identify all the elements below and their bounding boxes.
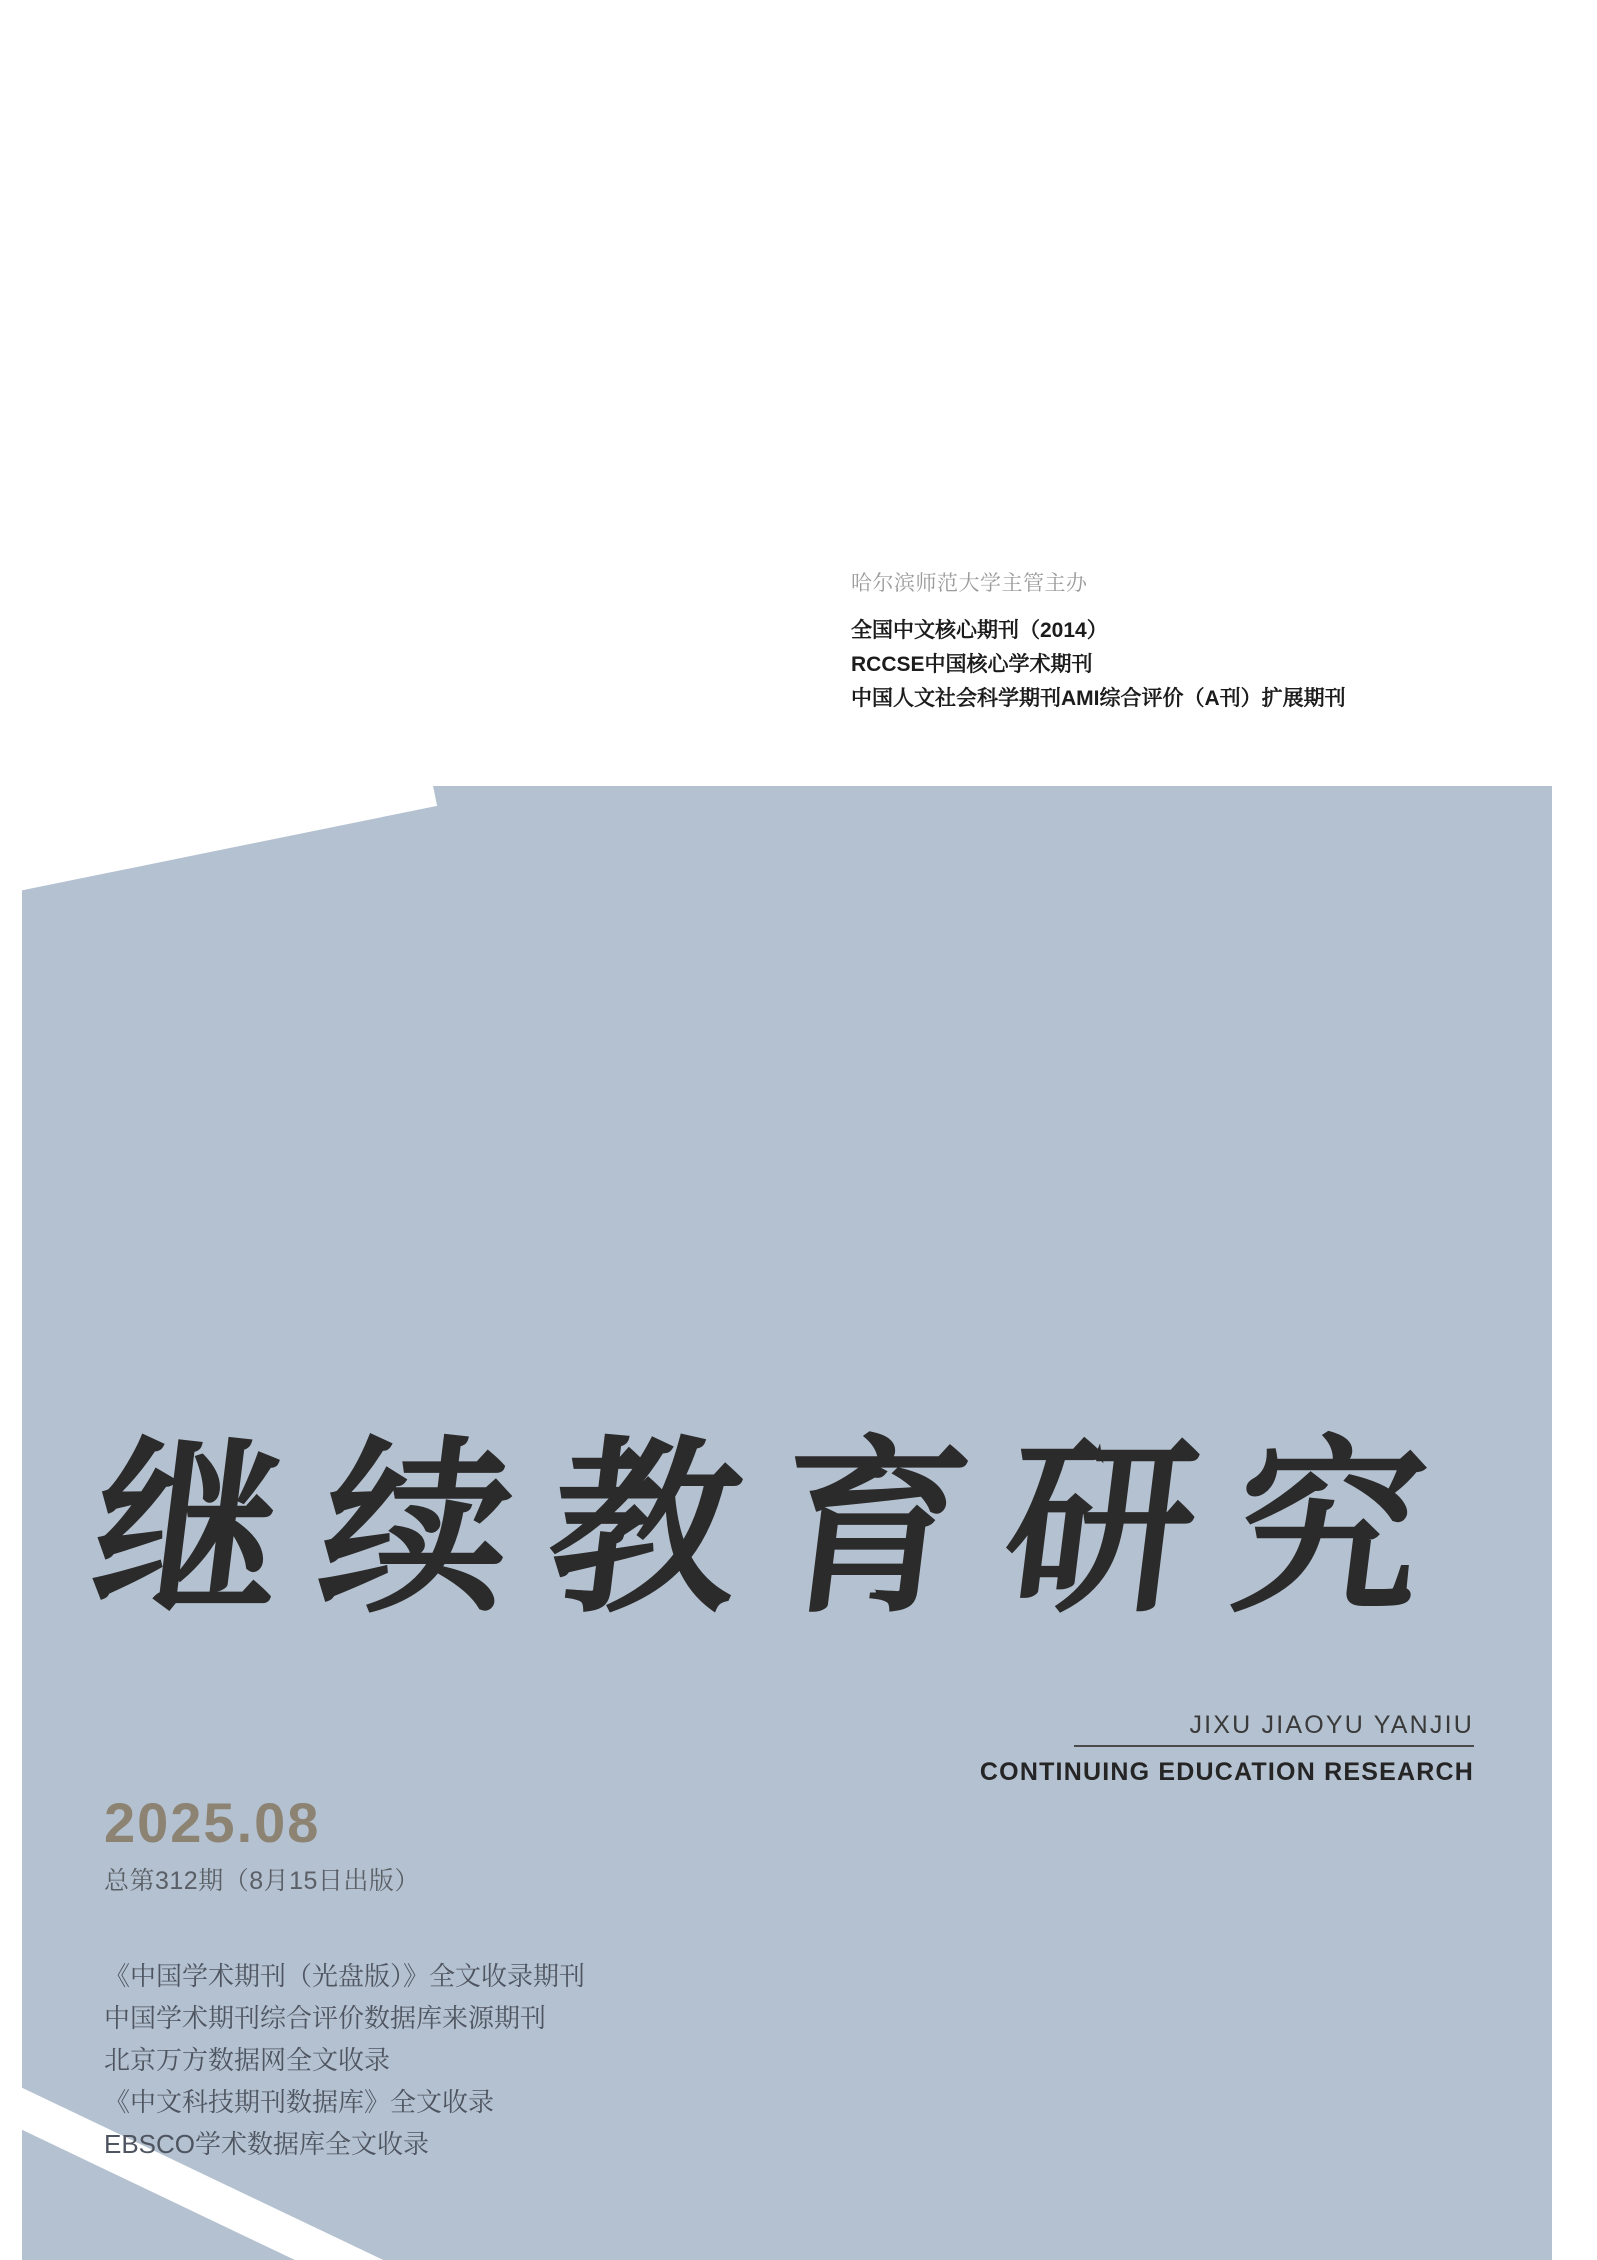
indexing-item: 《中文科技期刊数据库》全文收录 <box>104 2087 495 2118</box>
indexing-item: 北京万方数据网全文收录 <box>104 2045 391 2076</box>
issue-date: 2025.08 <box>104 1791 321 1854</box>
journal-title-english: CONTINUING EDUCATION RESEARCH <box>979 1758 1474 1786</box>
journal-title-pinyin: JIXU JIAOYU YANJIU <box>1189 1711 1474 1739</box>
decorative-wedge-top-secondary <box>22 786 437 894</box>
indexing-item: 中国学术期刊综合评价数据库来源期刊 <box>104 2003 547 2034</box>
title-underline-rule <box>1074 1745 1474 1747</box>
issue-number-line: 总第312期（8月15日出版） <box>104 1867 420 1895</box>
credential-line-2: RCCSE中国核心学术期刊 <box>851 652 1093 676</box>
masthead-block <box>851 568 1551 716</box>
credential-line-3: 中国人文社会科学期刊AMI综合评价（A刊）扩展期刊 <box>851 686 1346 710</box>
indexing-list <box>104 1955 585 2166</box>
indexing-item: 《中国学术期刊（光盘版）》全文收录期刊 <box>104 1961 586 1991</box>
indexing-item: EBSCO学术数据库全文收录 <box>104 2129 430 2160</box>
supervisor-line: 哈尔滨师范大学主管主办 <box>851 572 1088 595</box>
journal-title-chinese: 继续教育研究 <box>81 1418 1477 1639</box>
credential-line-1: 全国中文核心期刊（2014） <box>851 618 1108 642</box>
